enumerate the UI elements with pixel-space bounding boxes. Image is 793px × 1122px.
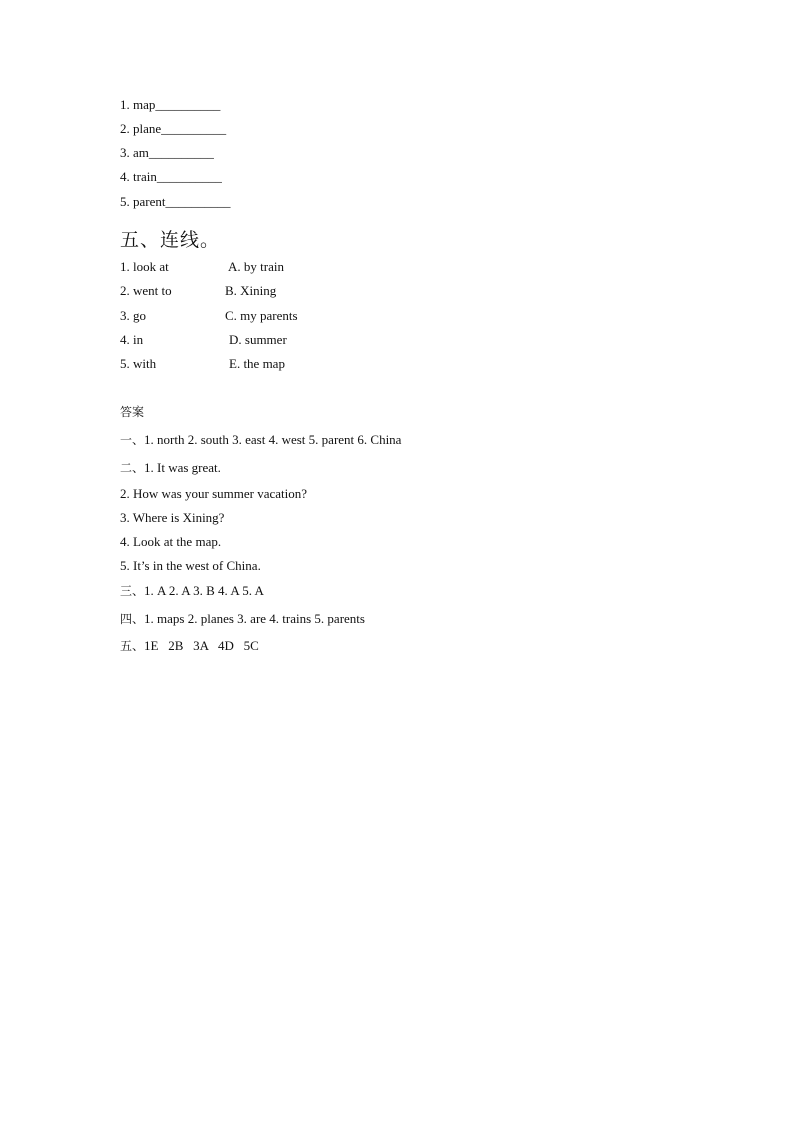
answers-title: 答案 (120, 405, 145, 419)
match-left-5: 5. with (120, 356, 157, 371)
answer-part-5-prefix: 五、 (120, 639, 145, 653)
answer-part-2-line-2: 2. How was your summer vacation? (120, 486, 308, 501)
match-right-5: E. the map (229, 356, 285, 371)
fill-item-3: 3. am__________ (120, 145, 214, 160)
answer-part-2 (120, 460, 221, 476)
answer-part-2-line-5: 5. It’s in the west of China. (120, 558, 261, 573)
answer-part-1 (120, 432, 401, 448)
answer-part-4-text: 1. maps 2. planes 3. are 4. trains 5. parents (144, 611, 365, 626)
match-left-4: 4. in (120, 332, 144, 347)
match-right-1: A. by train (228, 259, 284, 274)
answer-part-3-prefix: 三、 (120, 584, 145, 598)
answer-part-5 (120, 638, 259, 654)
section-5-heading: 五、连线。 (120, 229, 221, 251)
match-left-2: 2. went to (120, 283, 172, 298)
answer-part-2-line-4: 4. Look at the map. (120, 534, 222, 549)
fill-item-2: 2. plane__________ (120, 121, 227, 136)
answer-part-1-text: 1. north 2. south 3. east 4. west 5. parent 6. China (144, 432, 402, 447)
answer-part-4 (120, 611, 365, 627)
answer-part-2-line-3: 3. Where is Xining? (120, 510, 225, 525)
fill-item-1: 1. map__________ (120, 97, 221, 112)
fill-item-4: 4. train__________ (120, 169, 222, 184)
answer-part-4-prefix: 四、 (120, 612, 145, 626)
match-right-4: D. summer (229, 332, 287, 347)
match-right-3: C. my parents (225, 308, 298, 323)
match-left-3: 3. go (120, 308, 146, 323)
answer-part-5-text: 1E 2B 3A 4D 5C (144, 638, 259, 653)
answer-part-1-prefix: 一、 (120, 433, 145, 447)
fill-item-5: 5. parent__________ (120, 194, 231, 209)
answer-part-3-text: 1. A 2. A 3. B 4. A 5. A (144, 583, 264, 598)
answer-part-2-prefix: 二、 (120, 461, 145, 475)
match-right-2: B. Xining (225, 283, 277, 298)
match-left-1: 1. look at (120, 259, 169, 274)
answer-part-3 (120, 583, 264, 599)
answer-part-2-text: 1. It was great. (144, 460, 221, 475)
